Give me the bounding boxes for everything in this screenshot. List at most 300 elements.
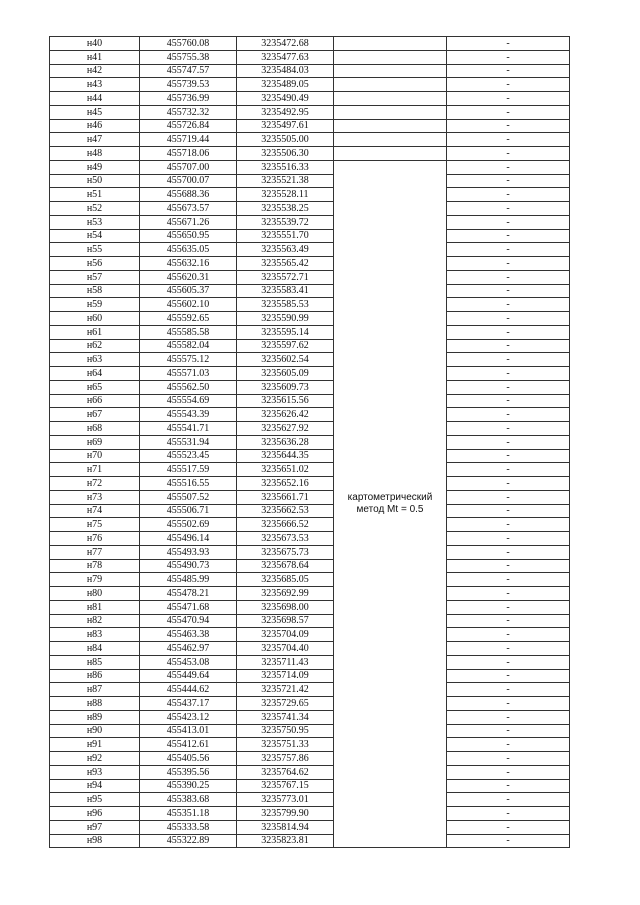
table-row — [50, 270, 570, 284]
table-row — [50, 765, 570, 779]
table-row — [50, 587, 570, 601]
dash-cell: - — [447, 779, 570, 793]
dash-cell: - — [447, 270, 570, 284]
x-coordinate-cell: 455582.04 — [140, 339, 237, 353]
method-cell-empty — [334, 119, 447, 133]
table-row — [50, 532, 570, 546]
table-row — [50, 119, 570, 133]
x-coordinate-cell: 455736.99 — [140, 92, 237, 106]
x-coordinate-cell: 455496.14 — [140, 532, 237, 546]
x-coordinate-cell: 455437.17 — [140, 697, 237, 711]
x-coordinate-cell: 455541.71 — [140, 422, 237, 436]
table-row — [50, 257, 570, 271]
dash-cell: - — [447, 353, 570, 367]
table-row — [50, 298, 570, 312]
table-row — [50, 160, 570, 174]
x-coordinate-cell: 455707.00 — [140, 160, 237, 174]
dash-cell: - — [447, 284, 570, 298]
point-id-cell: н90 — [50, 724, 140, 738]
dash-cell: - — [447, 545, 570, 559]
y-coordinate-cell: 3235490.49 — [237, 92, 334, 106]
table-row — [50, 188, 570, 202]
x-coordinate-cell: 455554.69 — [140, 394, 237, 408]
table-row — [50, 243, 570, 257]
table-row — [50, 477, 570, 491]
dash-cell: - — [447, 807, 570, 821]
x-coordinate-cell: 455531.94 — [140, 435, 237, 449]
table-row — [50, 752, 570, 766]
point-id-cell: н41 — [50, 50, 140, 64]
y-coordinate-cell: 3235595.14 — [237, 325, 334, 339]
y-coordinate-cell: 3235685.05 — [237, 573, 334, 587]
dash-cell: - — [447, 655, 570, 669]
dash-cell: - — [447, 642, 570, 656]
table-row — [50, 820, 570, 834]
point-id-cell: н78 — [50, 559, 140, 573]
x-coordinate-cell: 455605.37 — [140, 284, 237, 298]
point-id-cell: н51 — [50, 188, 140, 202]
dash-cell: - — [447, 600, 570, 614]
table-row — [50, 78, 570, 92]
dash-cell: - — [447, 573, 570, 587]
table-row — [50, 834, 570, 848]
x-coordinate-cell: 455700.07 — [140, 174, 237, 188]
dash-cell: - — [447, 188, 570, 202]
y-coordinate-cell: 3235615.56 — [237, 394, 334, 408]
dash-cell: - — [447, 160, 570, 174]
dash-cell: - — [447, 133, 570, 147]
y-coordinate-cell: 3235823.81 — [237, 834, 334, 848]
y-coordinate-cell: 3235675.73 — [237, 545, 334, 559]
y-coordinate-cell: 3235799.90 — [237, 807, 334, 821]
dash-cell: - — [447, 229, 570, 243]
x-coordinate-cell: 455671.26 — [140, 215, 237, 229]
point-id-cell: н46 — [50, 119, 140, 133]
table-row — [50, 614, 570, 628]
table-row — [50, 669, 570, 683]
dash-cell: - — [447, 518, 570, 532]
table-row — [50, 284, 570, 298]
y-coordinate-cell: 3235729.65 — [237, 697, 334, 711]
dash-cell: - — [447, 752, 570, 766]
point-id-cell: н42 — [50, 64, 140, 78]
dash-cell: - — [447, 312, 570, 326]
x-coordinate-cell: 455506.71 — [140, 504, 237, 518]
table-row — [50, 600, 570, 614]
point-id-cell: н70 — [50, 449, 140, 463]
point-id-cell: н79 — [50, 573, 140, 587]
table-row — [50, 793, 570, 807]
dash-cell: - — [447, 215, 570, 229]
y-coordinate-cell: 3235673.53 — [237, 532, 334, 546]
x-coordinate-cell: 455490.73 — [140, 559, 237, 573]
y-coordinate-cell: 3235704.40 — [237, 642, 334, 656]
point-id-cell: н92 — [50, 752, 140, 766]
point-id-cell: н94 — [50, 779, 140, 793]
y-coordinate-cell: 3235521.38 — [237, 174, 334, 188]
table-row — [50, 490, 570, 504]
point-id-cell: н58 — [50, 284, 140, 298]
point-id-cell: н73 — [50, 490, 140, 504]
dash-cell: - — [447, 683, 570, 697]
x-coordinate-cell: 455543.39 — [140, 408, 237, 422]
y-coordinate-cell: 3235698.00 — [237, 600, 334, 614]
y-coordinate-cell: 3235741.34 — [237, 710, 334, 724]
point-id-cell: н97 — [50, 820, 140, 834]
point-id-cell: н96 — [50, 807, 140, 821]
y-coordinate-cell: 3235662.53 — [237, 504, 334, 518]
y-coordinate-cell: 3235477.63 — [237, 50, 334, 64]
point-id-cell: н95 — [50, 793, 140, 807]
point-id-cell: н89 — [50, 710, 140, 724]
method-cell-empty — [334, 50, 447, 64]
method-cell-empty — [334, 78, 447, 92]
y-coordinate-cell: 3235714.09 — [237, 669, 334, 683]
method-label-line2: метод Mt = 0.5 — [356, 504, 424, 515]
dash-cell: - — [447, 78, 570, 92]
point-id-cell: н84 — [50, 642, 140, 656]
table-row — [50, 37, 570, 51]
point-id-cell: н52 — [50, 202, 140, 216]
dash-cell: - — [447, 614, 570, 628]
y-coordinate-cell: 3235704.09 — [237, 628, 334, 642]
x-coordinate-cell: 455412.61 — [140, 738, 237, 752]
y-coordinate-cell: 3235538.25 — [237, 202, 334, 216]
table-row — [50, 367, 570, 381]
table-row — [50, 697, 570, 711]
point-id-cell: н87 — [50, 683, 140, 697]
y-coordinate-cell: 3235750.95 — [237, 724, 334, 738]
table-row — [50, 325, 570, 339]
point-id-cell: н63 — [50, 353, 140, 367]
y-coordinate-cell: 3235551.70 — [237, 229, 334, 243]
point-id-cell: н59 — [50, 298, 140, 312]
y-coordinate-cell: 3235605.09 — [237, 367, 334, 381]
point-id-cell: н60 — [50, 312, 140, 326]
table-row — [50, 147, 570, 161]
method-cell-empty — [334, 64, 447, 78]
method-cell-empty — [334, 37, 447, 51]
dash-cell: - — [447, 738, 570, 752]
point-id-cell: н44 — [50, 92, 140, 106]
dash-cell: - — [447, 394, 570, 408]
x-coordinate-cell: 455739.53 — [140, 78, 237, 92]
x-coordinate-cell: 455453.08 — [140, 655, 237, 669]
dash-cell: - — [447, 339, 570, 353]
y-coordinate-cell: 3235492.95 — [237, 105, 334, 119]
x-coordinate-cell: 455620.31 — [140, 270, 237, 284]
dash-cell: - — [447, 174, 570, 188]
x-coordinate-cell: 455719.44 — [140, 133, 237, 147]
x-coordinate-cell: 455602.10 — [140, 298, 237, 312]
x-coordinate-cell: 455747.57 — [140, 64, 237, 78]
table-row — [50, 463, 570, 477]
table-row — [50, 573, 570, 587]
table-row — [50, 133, 570, 147]
y-coordinate-cell: 3235666.52 — [237, 518, 334, 532]
table-row — [50, 504, 570, 518]
point-id-cell: н71 — [50, 463, 140, 477]
point-id-cell: н53 — [50, 215, 140, 229]
x-coordinate-cell: 455462.97 — [140, 642, 237, 656]
point-id-cell: н93 — [50, 765, 140, 779]
x-coordinate-cell: 455423.12 — [140, 710, 237, 724]
dash-cell: - — [447, 380, 570, 394]
table-row — [50, 339, 570, 353]
dash-cell: - — [447, 793, 570, 807]
point-id-cell: н47 — [50, 133, 140, 147]
x-coordinate-cell: 455351.18 — [140, 807, 237, 821]
point-id-cell: н72 — [50, 477, 140, 491]
y-coordinate-cell: 3235721.42 — [237, 683, 334, 697]
table-row — [50, 545, 570, 559]
dash-cell: - — [447, 37, 570, 51]
table-row — [50, 628, 570, 642]
point-id-cell: н85 — [50, 655, 140, 669]
x-coordinate-cell: 455718.06 — [140, 147, 237, 161]
point-id-cell: н45 — [50, 105, 140, 119]
dash-cell: - — [447, 92, 570, 106]
dash-cell: - — [447, 105, 570, 119]
point-id-cell: н48 — [50, 147, 140, 161]
dash-cell: - — [447, 628, 570, 642]
point-id-cell: н88 — [50, 697, 140, 711]
y-coordinate-cell: 3235590.99 — [237, 312, 334, 326]
table-row — [50, 422, 570, 436]
x-coordinate-cell: 455405.56 — [140, 752, 237, 766]
dash-cell: - — [447, 50, 570, 64]
dash-cell: - — [447, 504, 570, 518]
y-coordinate-cell: 3235644.35 — [237, 449, 334, 463]
dash-cell: - — [447, 325, 570, 339]
point-id-cell: н68 — [50, 422, 140, 436]
point-id-cell: н49 — [50, 160, 140, 174]
x-coordinate-cell: 455463.38 — [140, 628, 237, 642]
y-coordinate-cell: 3235661.71 — [237, 490, 334, 504]
table-row — [50, 724, 570, 738]
point-id-cell: н74 — [50, 504, 140, 518]
table-row — [50, 518, 570, 532]
table-row — [50, 655, 570, 669]
dash-cell: - — [447, 147, 570, 161]
dash-cell: - — [447, 765, 570, 779]
x-coordinate-cell: 455726.84 — [140, 119, 237, 133]
table-row — [50, 50, 570, 64]
x-coordinate-cell: 455449.64 — [140, 669, 237, 683]
method-label-line1: картометрический — [347, 492, 433, 503]
point-id-cell: н43 — [50, 78, 140, 92]
y-coordinate-cell: 3235539.72 — [237, 215, 334, 229]
dash-cell: - — [447, 298, 570, 312]
y-coordinate-cell: 3235773.01 — [237, 793, 334, 807]
y-coordinate-cell: 3235583.41 — [237, 284, 334, 298]
y-coordinate-cell: 3235563.49 — [237, 243, 334, 257]
y-coordinate-cell: 3235497.61 — [237, 119, 334, 133]
y-coordinate-cell: 3235678.64 — [237, 559, 334, 573]
point-id-cell: н83 — [50, 628, 140, 642]
table-row — [50, 92, 570, 106]
coordinates-table — [49, 36, 570, 848]
y-coordinate-cell: 3235609.73 — [237, 380, 334, 394]
y-coordinate-cell: 3235626.42 — [237, 408, 334, 422]
point-id-cell: н91 — [50, 738, 140, 752]
point-id-cell: н55 — [50, 243, 140, 257]
table-row — [50, 807, 570, 821]
dash-cell: - — [447, 697, 570, 711]
method-cell — [334, 160, 447, 848]
point-id-cell: н75 — [50, 518, 140, 532]
table-row — [50, 380, 570, 394]
table-row — [50, 710, 570, 724]
x-coordinate-cell: 455516.55 — [140, 477, 237, 491]
method-cell-empty — [334, 147, 447, 161]
point-id-cell: н50 — [50, 174, 140, 188]
y-coordinate-cell: 3235484.03 — [237, 64, 334, 78]
dash-cell: - — [447, 587, 570, 601]
x-coordinate-cell: 455383.68 — [140, 793, 237, 807]
table-row — [50, 353, 570, 367]
point-id-cell: н98 — [50, 834, 140, 848]
dash-cell: - — [447, 367, 570, 381]
y-coordinate-cell: 3235585.53 — [237, 298, 334, 312]
x-coordinate-cell: 455390.25 — [140, 779, 237, 793]
dash-cell: - — [447, 119, 570, 133]
dash-cell: - — [447, 257, 570, 271]
dash-cell: - — [447, 435, 570, 449]
table-row — [50, 408, 570, 422]
x-coordinate-cell: 455585.58 — [140, 325, 237, 339]
dash-cell: - — [447, 490, 570, 504]
method-cell-empty — [334, 133, 447, 147]
dash-cell: - — [447, 724, 570, 738]
y-coordinate-cell: 3235636.28 — [237, 435, 334, 449]
table-row — [50, 312, 570, 326]
point-id-cell: н54 — [50, 229, 140, 243]
y-coordinate-cell: 3235597.62 — [237, 339, 334, 353]
dash-cell: - — [447, 834, 570, 848]
x-coordinate-cell: 455333.58 — [140, 820, 237, 834]
dash-cell: - — [447, 202, 570, 216]
dash-cell: - — [447, 243, 570, 257]
y-coordinate-cell: 3235472.68 — [237, 37, 334, 51]
table-row — [50, 174, 570, 188]
x-coordinate-cell: 455760.08 — [140, 37, 237, 51]
x-coordinate-cell: 455635.05 — [140, 243, 237, 257]
y-coordinate-cell: 3235528.11 — [237, 188, 334, 202]
dash-cell: - — [447, 449, 570, 463]
coordinates-table-body — [50, 37, 570, 848]
point-id-cell: н56 — [50, 257, 140, 271]
dash-cell: - — [447, 820, 570, 834]
y-coordinate-cell: 3235572.71 — [237, 270, 334, 284]
point-id-cell: н62 — [50, 339, 140, 353]
point-id-cell: н57 — [50, 270, 140, 284]
y-coordinate-cell: 3235602.54 — [237, 353, 334, 367]
x-coordinate-cell: 455502.69 — [140, 518, 237, 532]
x-coordinate-cell: 455523.45 — [140, 449, 237, 463]
point-id-cell: н82 — [50, 614, 140, 628]
y-coordinate-cell: 3235814.94 — [237, 820, 334, 834]
table-row — [50, 683, 570, 697]
x-coordinate-cell: 455470.94 — [140, 614, 237, 628]
table-row — [50, 105, 570, 119]
table-row — [50, 642, 570, 656]
method-cell-empty — [334, 92, 447, 106]
x-coordinate-cell: 455650.95 — [140, 229, 237, 243]
point-id-cell: н65 — [50, 380, 140, 394]
y-coordinate-cell: 3235767.15 — [237, 779, 334, 793]
y-coordinate-cell: 3235711.43 — [237, 655, 334, 669]
table-row — [50, 202, 570, 216]
y-coordinate-cell: 3235505.00 — [237, 133, 334, 147]
y-coordinate-cell: 3235516.33 — [237, 160, 334, 174]
table-row — [50, 215, 570, 229]
table-row — [50, 779, 570, 793]
x-coordinate-cell: 455673.57 — [140, 202, 237, 216]
x-coordinate-cell: 455493.93 — [140, 545, 237, 559]
y-coordinate-cell: 3235627.92 — [237, 422, 334, 436]
dash-cell: - — [447, 463, 570, 477]
x-coordinate-cell: 455478.21 — [140, 587, 237, 601]
table-row — [50, 559, 570, 573]
point-id-cell: н66 — [50, 394, 140, 408]
x-coordinate-cell: 455732.32 — [140, 105, 237, 119]
point-id-cell: н40 — [50, 37, 140, 51]
x-coordinate-cell: 455592.65 — [140, 312, 237, 326]
point-id-cell: н86 — [50, 669, 140, 683]
method-cell-empty — [334, 105, 447, 119]
dash-cell: - — [447, 669, 570, 683]
y-coordinate-cell: 3235698.57 — [237, 614, 334, 628]
dash-cell: - — [447, 422, 570, 436]
point-id-cell: н61 — [50, 325, 140, 339]
y-coordinate-cell: 3235764.62 — [237, 765, 334, 779]
table-row — [50, 738, 570, 752]
dash-cell: - — [447, 532, 570, 546]
x-coordinate-cell: 455507.52 — [140, 490, 237, 504]
table-row — [50, 64, 570, 78]
point-id-cell: н64 — [50, 367, 140, 381]
dash-cell: - — [447, 710, 570, 724]
point-id-cell: н77 — [50, 545, 140, 559]
point-id-cell: н69 — [50, 435, 140, 449]
x-coordinate-cell: 455485.99 — [140, 573, 237, 587]
x-coordinate-cell: 455688.36 — [140, 188, 237, 202]
x-coordinate-cell: 455755.38 — [140, 50, 237, 64]
dash-cell: - — [447, 408, 570, 422]
table-row — [50, 394, 570, 408]
y-coordinate-cell: 3235565.42 — [237, 257, 334, 271]
point-id-cell: н80 — [50, 587, 140, 601]
y-coordinate-cell: 3235489.05 — [237, 78, 334, 92]
dash-cell: - — [447, 559, 570, 573]
x-coordinate-cell: 455575.12 — [140, 353, 237, 367]
dash-cell: - — [447, 64, 570, 78]
x-coordinate-cell: 455571.03 — [140, 367, 237, 381]
point-id-cell: н67 — [50, 408, 140, 422]
x-coordinate-cell: 455395.56 — [140, 765, 237, 779]
y-coordinate-cell: 3235506.30 — [237, 147, 334, 161]
x-coordinate-cell: 455517.59 — [140, 463, 237, 477]
x-coordinate-cell: 455322.89 — [140, 834, 237, 848]
point-id-cell: н76 — [50, 532, 140, 546]
dash-cell: - — [447, 477, 570, 491]
x-coordinate-cell: 455471.68 — [140, 600, 237, 614]
x-coordinate-cell: 455444.62 — [140, 683, 237, 697]
y-coordinate-cell: 3235757.86 — [237, 752, 334, 766]
table-row — [50, 229, 570, 243]
x-coordinate-cell: 455632.16 — [140, 257, 237, 271]
